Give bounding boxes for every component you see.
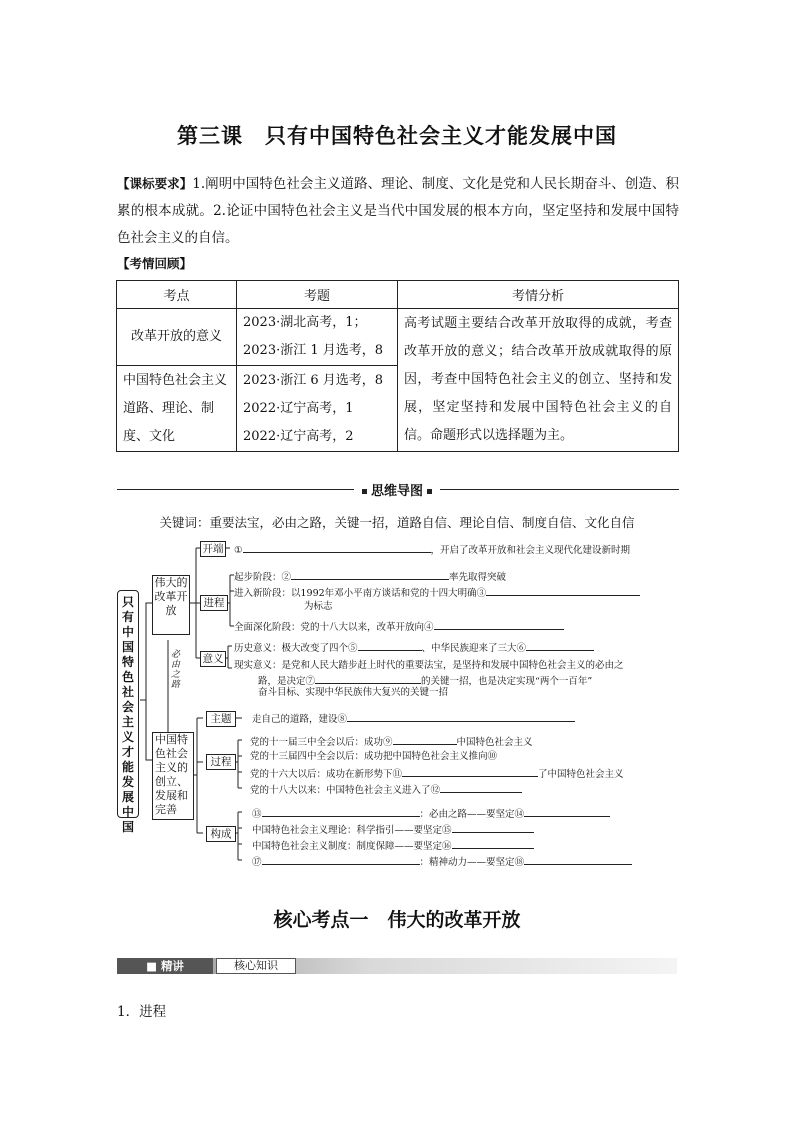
mindmap-root: 只有中国特色社会主义才能发展中国 bbox=[117, 590, 139, 818]
jincheng-line1: 起步阶段：② 率先取得突破 bbox=[234, 569, 506, 584]
question-item: 2023·浙江 1 月选考，8 bbox=[243, 343, 384, 359]
branch-reform-opening: 伟大的改革开放 bbox=[152, 575, 190, 635]
question-item: 2023·湖北高考，1； bbox=[243, 315, 367, 331]
jincheng-line2: 进入新阶段：以1992年邓小平南方谈话和党的十四大明确③ bbox=[234, 585, 640, 600]
node-goucheng: 构成 bbox=[206, 826, 236, 842]
branch-socialism: 中国特色社会主义的创立、发展和完善 bbox=[152, 732, 194, 820]
node-jincheng: 进程 bbox=[200, 595, 228, 611]
analysis-cell: 高考试题主要结合改革开放取得的成就，考查改革开放的意义；结合改革开放成就取得的原因，考查中国特色社会主义的创立、坚持和发展，坚定坚持和发展中国特色社会主义的自信。命题形式以选择题为主。 bbox=[398, 309, 679, 452]
goucheng-line3: 中国特色社会主义制度：制度保障——要坚定⑯ bbox=[252, 838, 534, 853]
jincheng-line2b: 为标志 bbox=[304, 601, 333, 612]
guocheng-line1: 党的十一届三中全会以后：成功⑨ 中国特色社会主义 bbox=[250, 734, 533, 749]
blank-number: ① bbox=[234, 545, 243, 556]
connector-label: 必由之路 bbox=[171, 650, 181, 690]
jincheng-line3: 全面深化阶段：党的十八大以来，改革开放向④ bbox=[234, 619, 564, 634]
section-title: 核心考点一 伟大的改革开放 bbox=[273, 909, 521, 931]
goucheng-line2: 中国特色社会主义理论：科学指引——要坚定⑮ bbox=[252, 822, 534, 837]
guocheng-line4: 党的十八大以来：中国特色社会主义进入了⑫ bbox=[250, 782, 522, 797]
kaiduan-text bbox=[234, 542, 630, 557]
node-kaiduan: 开端 bbox=[200, 541, 226, 557]
point-cell: 改革开放的意义 bbox=[117, 309, 237, 366]
tag-core-knowledge: 核心知识 bbox=[216, 958, 296, 974]
review-label: 【考情回顾】 bbox=[117, 256, 193, 271]
page-title: 第三课 只有中国特色社会主义才能发展中国 bbox=[177, 124, 617, 148]
mindmap-heading: 思维导图 bbox=[370, 484, 423, 499]
guocheng-line3: 党的十六大以后：成功在新形势下⑪ 了中国特色社会主义 bbox=[250, 766, 624, 781]
point-cell: 中国特色社会主义道路、理论、制度、文化 bbox=[117, 366, 237, 452]
header-point: 考点 bbox=[117, 281, 237, 309]
guocheng-line2: 党的十三届四中全会以后：成功把中国特色社会主义推向⑩ bbox=[250, 751, 498, 762]
node-guocheng: 过程 bbox=[206, 754, 236, 770]
yiyi-line2: 现实意义：是党和人民大踏步赶上时代的重要法宝，是坚持和发展中国特色社会主义的必由之 bbox=[234, 660, 624, 671]
tag-jingjiang: ■ 精讲 bbox=[117, 958, 213, 974]
yiyi-line4: 奋斗目标、实现中华民族伟大复兴的关键一招 bbox=[258, 687, 449, 698]
requirements-label: 【课标要求】 bbox=[117, 176, 193, 191]
requirements-text: 1.阐明中国特色社会主义道路、理论、制度、文化是党和人民长期奋斗、创造、积累的根本成就。2.论证中国特色社会主义是当代中国发展的根本方向，坚定坚持和发展中国特色社会主义的自信。 bbox=[117, 176, 679, 246]
yiyi-line3: 路，是决定⑦ 的关键一招，也是决定实现“两个一百年” bbox=[258, 673, 592, 688]
kaiduan-desc: ，开启了改革开放和社会主义现代化建设新时期 bbox=[430, 545, 631, 556]
keywords: 关键词：重要法宝，必由之路，关键一招，道路自信、理论自信、制度自信、文化自信 bbox=[159, 515, 635, 530]
goucheng-line4: ⑰ ：精神动力——要坚定⑱ bbox=[252, 854, 632, 869]
yiyi-line1: 历史意义：极大改变了四个⑤ 、中华民族迎来了三大⑥ bbox=[234, 640, 594, 655]
question-item: 2022·辽宁高考，1 bbox=[243, 400, 354, 416]
zhuti-text: 走自己的道路，建设⑧ bbox=[252, 711, 575, 726]
question-item: 2022·辽宁高考，2 bbox=[243, 428, 354, 444]
goucheng-line1: ⑬ ：必由之路——要坚定⑭ bbox=[252, 806, 610, 821]
point-heading: 1．进程 bbox=[117, 1004, 167, 1020]
header-analysis: 考情分析 bbox=[398, 281, 679, 309]
header-questions: 考题 bbox=[237, 281, 398, 309]
node-zhuti: 主题 bbox=[206, 711, 236, 727]
node-yiyi: 意义 bbox=[200, 651, 226, 667]
question-item: 2023·浙江 6 月选考，8 bbox=[243, 372, 384, 388]
